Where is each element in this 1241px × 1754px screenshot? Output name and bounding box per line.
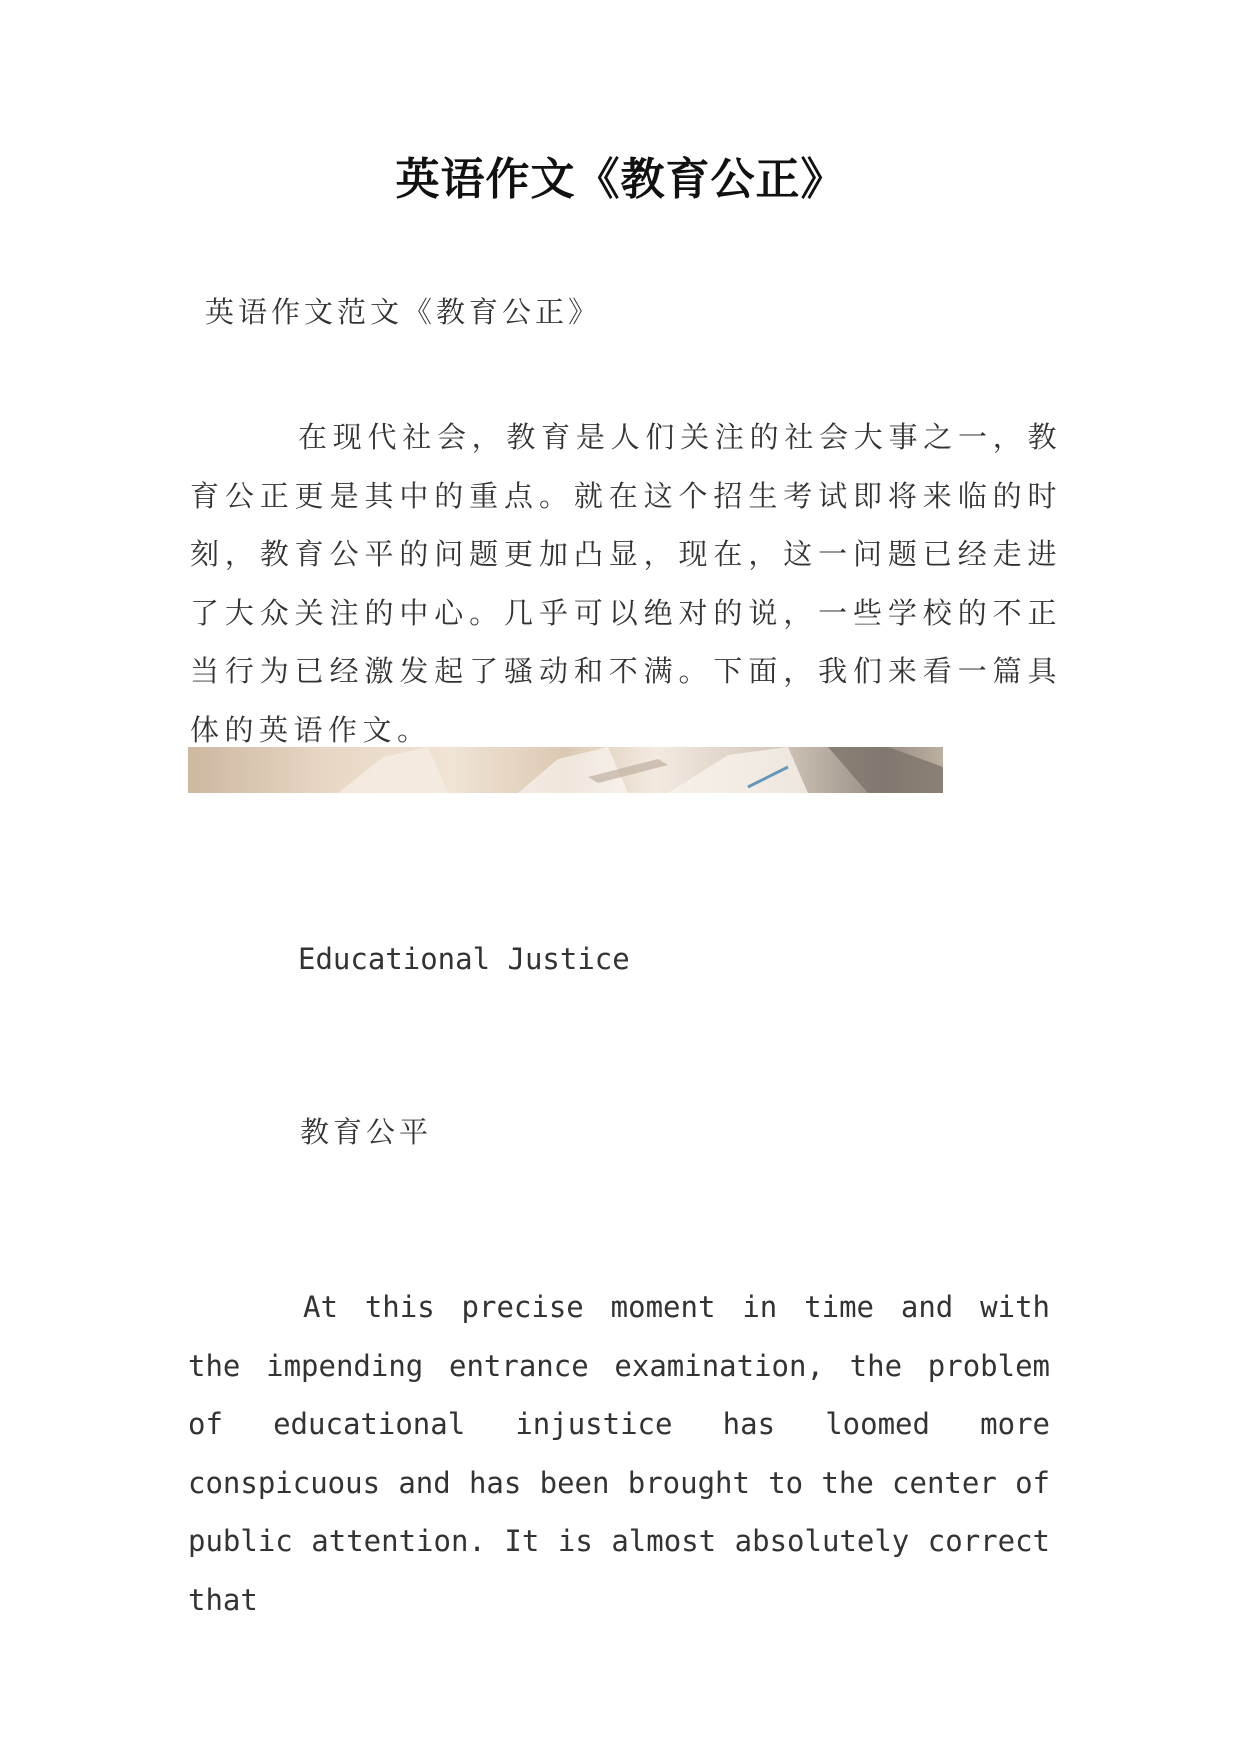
essay-paragraph-1: At this precise moment in time and with the impending entrance examination, the problem of educational injustice has loomed more conspicuous and has been brought to the center of public attention. It is almost absolutely correct that: [188, 1290, 1050, 1617]
essay-title-english: Educational Justice: [298, 942, 630, 976]
essay-title-chinese: 教育公平: [300, 1115, 433, 1149]
document-title: 英语作文《教育公正》: [395, 154, 846, 205]
decorative-photo-strip: [188, 747, 943, 793]
photo-illustration: [188, 747, 943, 793]
intro-paragraph: 在现代社会，教育是人们关注的社会大事之一，教育公正更是其中的重点。就在这个招生考试即将来临的时刻，教育公平的问题更加凸显，现在，这一问题已经走进了大众关注的中心。几乎可以绝对的说，一些学校的不正当行为已经激发起了骚动和不满。下面，我们来看一篇具体的英语作文。: [190, 420, 1062, 747]
document-subtitle: 英语作文范文《教育公正》: [205, 295, 602, 329]
